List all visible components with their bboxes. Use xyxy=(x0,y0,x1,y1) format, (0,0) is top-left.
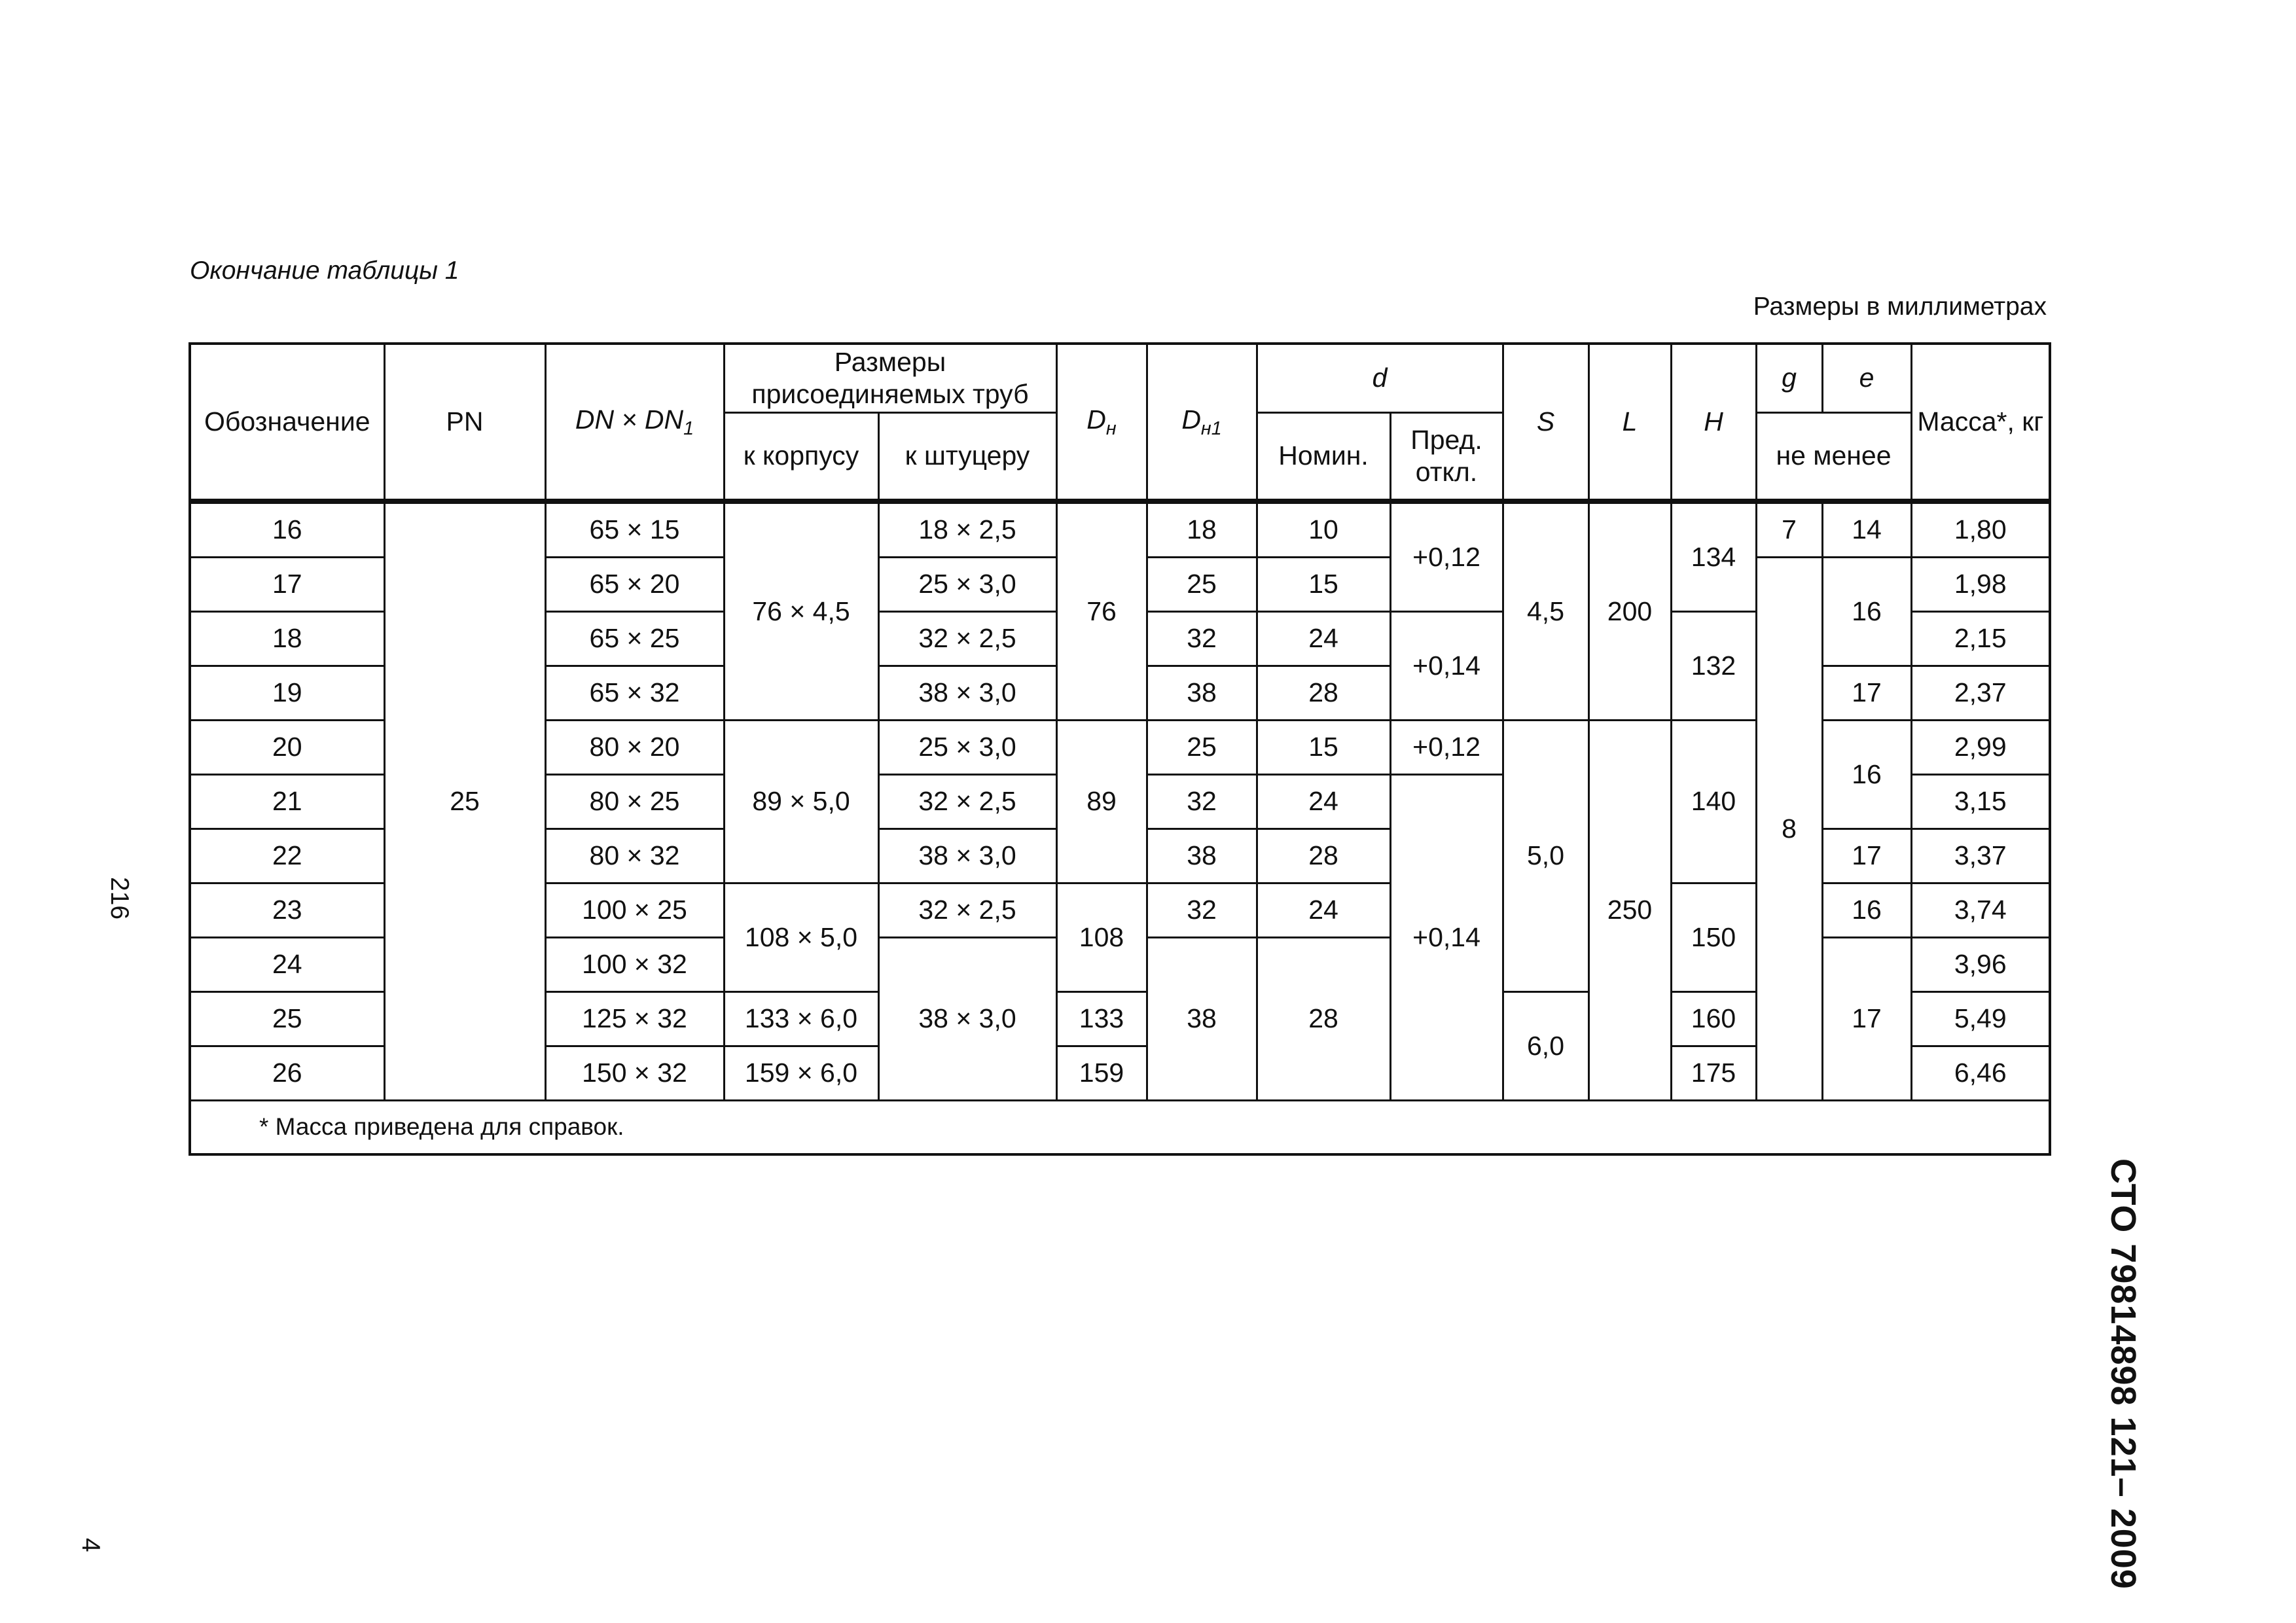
cell-dh: 76 xyxy=(1056,501,1147,721)
cell-designation: 19 xyxy=(190,666,384,721)
cell-d-tol: +0,12 xyxy=(1390,721,1503,775)
header-d: d xyxy=(1257,344,1503,413)
cell-mass: 3,37 xyxy=(1911,829,2050,883)
header-pn: PN xyxy=(384,344,545,501)
header-to-body: к корпусу xyxy=(724,413,878,502)
cell-dn: 125 × 32 xyxy=(545,992,724,1046)
cell-e: 16 xyxy=(1822,558,1911,666)
header-to-fitting: к штуцеру xyxy=(878,413,1056,502)
cell-dh1: 32 xyxy=(1147,775,1257,829)
cell-to-fitting: 38 × 3,0 xyxy=(878,666,1056,721)
cell-mass: 2,15 xyxy=(1911,612,2050,666)
cell-mass: 3,96 xyxy=(1911,938,2050,992)
cell-pn: 25 xyxy=(384,501,545,1101)
cell-designation: 24 xyxy=(190,938,384,992)
cell-to-fitting: 38 × 3,0 xyxy=(878,938,1056,1101)
cell-mass: 5,49 xyxy=(1911,992,2050,1046)
header-dh1-sub: н1 xyxy=(1200,418,1222,439)
cell-to-fitting: 25 × 3,0 xyxy=(878,558,1056,612)
cell-dn: 65 × 25 xyxy=(545,612,724,666)
header-dh xyxy=(1056,344,1147,501)
cell-d-nom: 28 xyxy=(1257,829,1390,883)
cell-d-tol: +0,14 xyxy=(1390,775,1503,1101)
cell-h: 175 xyxy=(1671,1046,1756,1101)
cell-d-nom: 10 xyxy=(1257,501,1390,558)
cell-dh1: 32 xyxy=(1147,612,1257,666)
cell-d-tol: +0,12 xyxy=(1390,501,1503,612)
cell-d-tol: +0,14 xyxy=(1390,612,1503,721)
header-dh-sub: н xyxy=(1105,418,1117,439)
header-h: H xyxy=(1671,344,1756,501)
cell-e: 17 xyxy=(1822,938,1911,1101)
cell-dh: 133 xyxy=(1056,992,1147,1046)
cell-to-fitting: 32 × 2,5 xyxy=(878,883,1056,938)
cell-designation: 26 xyxy=(190,1046,384,1101)
table-row xyxy=(190,501,2050,558)
cell-to-body: 133 × 6,0 xyxy=(724,992,878,1046)
cell-dh1: 38 xyxy=(1147,938,1257,1101)
cell-dn: 150 × 32 xyxy=(545,1046,724,1101)
table-caption: Окончание таблицы 1 xyxy=(190,257,459,285)
cell-d-nom: 28 xyxy=(1257,666,1390,721)
cell-to-body: 108 × 5,0 xyxy=(724,883,878,992)
header-g: g xyxy=(1756,344,1822,413)
cell-e: 16 xyxy=(1822,721,1911,829)
cell-designation: 18 xyxy=(190,612,384,666)
cell-dh1: 25 xyxy=(1147,721,1257,775)
header-d-nom: Номин. xyxy=(1257,413,1390,502)
cell-dh: 159 xyxy=(1056,1046,1147,1101)
cell-mass: 3,15 xyxy=(1911,775,2050,829)
cell-dn: 100 × 32 xyxy=(545,938,724,992)
cell-to-fitting: 32 × 2,5 xyxy=(878,775,1056,829)
cell-h: 150 xyxy=(1671,883,1756,992)
cell-mass: 2,37 xyxy=(1911,666,2050,721)
page-number-rotated: 216 xyxy=(105,877,134,920)
cell-dn: 65 × 15 xyxy=(545,501,724,558)
header-dn xyxy=(545,344,724,501)
header-dn-main: DN × DN xyxy=(575,404,684,435)
page-number-bottom: 4 xyxy=(77,1538,105,1552)
header-mass: Масса*, кг xyxy=(1911,344,2050,501)
cell-l: 250 xyxy=(1588,721,1671,1101)
header-s: S xyxy=(1503,344,1588,501)
cell-mass: 1,80 xyxy=(1911,501,2050,558)
standard-designation: СТО 79814898 121– 2009 xyxy=(2104,1158,2143,1590)
cell-designation: 20 xyxy=(190,721,384,775)
cell-designation: 17 xyxy=(190,558,384,612)
header-pipes-title: Размеры присоединяемых труб xyxy=(724,344,1056,413)
cell-designation: 16 xyxy=(190,501,384,558)
cell-mass: 6,46 xyxy=(1911,1046,2050,1101)
dimensions-table xyxy=(188,342,2051,1156)
cell-d-nom: 15 xyxy=(1257,721,1390,775)
cell-designation: 22 xyxy=(190,829,384,883)
cell-e: 16 xyxy=(1822,883,1911,938)
cell-dn: 65 × 20 xyxy=(545,558,724,612)
cell-e: 17 xyxy=(1822,666,1911,721)
header-dh1-main: D xyxy=(1181,404,1201,435)
cell-d-nom: 15 xyxy=(1257,558,1390,612)
cell-s: 5,0 xyxy=(1503,721,1588,992)
cell-mass: 3,74 xyxy=(1911,883,2050,938)
cell-h: 160 xyxy=(1671,992,1756,1046)
cell-to-fitting: 32 × 2,5 xyxy=(878,612,1056,666)
header-e: e xyxy=(1822,344,1911,413)
header-d-tol: Пред. откл. xyxy=(1390,413,1503,502)
cell-s: 4,5 xyxy=(1503,501,1588,721)
cell-designation: 25 xyxy=(190,992,384,1046)
cell-mass: 1,98 xyxy=(1911,558,2050,612)
table-footnote: * Масса приведена для справок. xyxy=(190,1101,2050,1155)
cell-g: 7 xyxy=(1756,501,1822,558)
table-note-row xyxy=(190,1101,2050,1155)
cell-d-nom: 28 xyxy=(1257,938,1390,1101)
cell-d-nom: 24 xyxy=(1257,775,1390,829)
cell-mass: 2,99 xyxy=(1911,721,2050,775)
cell-to-body: 76 × 4,5 xyxy=(724,501,878,721)
cell-to-body: 159 × 6,0 xyxy=(724,1046,878,1101)
cell-h: 134 xyxy=(1671,501,1756,612)
cell-s: 6,0 xyxy=(1503,992,1588,1101)
cell-g: 8 xyxy=(1756,558,1822,1101)
cell-to-body: 89 × 5,0 xyxy=(724,721,878,883)
cell-d-nom: 24 xyxy=(1257,612,1390,666)
cell-dn: 65 × 32 xyxy=(545,666,724,721)
cell-designation: 23 xyxy=(190,883,384,938)
cell-dh1: 18 xyxy=(1147,501,1257,558)
header-dh-main: D xyxy=(1086,404,1106,435)
cell-dh: 108 xyxy=(1056,883,1147,992)
cell-dn: 80 × 25 xyxy=(545,775,724,829)
cell-l: 200 xyxy=(1588,501,1671,721)
cell-e: 14 xyxy=(1822,501,1911,558)
cell-to-fitting: 38 × 3,0 xyxy=(878,829,1056,883)
header-dn-sub: 1 xyxy=(683,418,694,439)
cell-to-fitting: 25 × 3,0 xyxy=(878,721,1056,775)
header-row-1 xyxy=(190,344,2050,413)
cell-e: 17 xyxy=(1822,829,1911,883)
header-designation: Обозначение xyxy=(190,344,384,501)
cell-h: 132 xyxy=(1671,612,1756,721)
cell-dh1: 38 xyxy=(1147,829,1257,883)
cell-dh1: 25 xyxy=(1147,558,1257,612)
cell-d-nom: 24 xyxy=(1257,883,1390,938)
cell-dn: 100 × 25 xyxy=(545,883,724,938)
cell-dn: 80 × 32 xyxy=(545,829,724,883)
header-not-less: не менее xyxy=(1756,413,1911,502)
cell-to-fitting: 18 × 2,5 xyxy=(878,501,1056,558)
header-dh1 xyxy=(1147,344,1257,501)
cell-designation: 21 xyxy=(190,775,384,829)
header-l: L xyxy=(1588,344,1671,501)
cell-dh: 89 xyxy=(1056,721,1147,883)
cell-dh1: 38 xyxy=(1147,666,1257,721)
units-note: Размеры в миллиметрах xyxy=(1753,293,2047,321)
cell-h: 140 xyxy=(1671,721,1756,883)
cell-dh1: 32 xyxy=(1147,883,1257,938)
cell-dn: 80 × 20 xyxy=(545,721,724,775)
